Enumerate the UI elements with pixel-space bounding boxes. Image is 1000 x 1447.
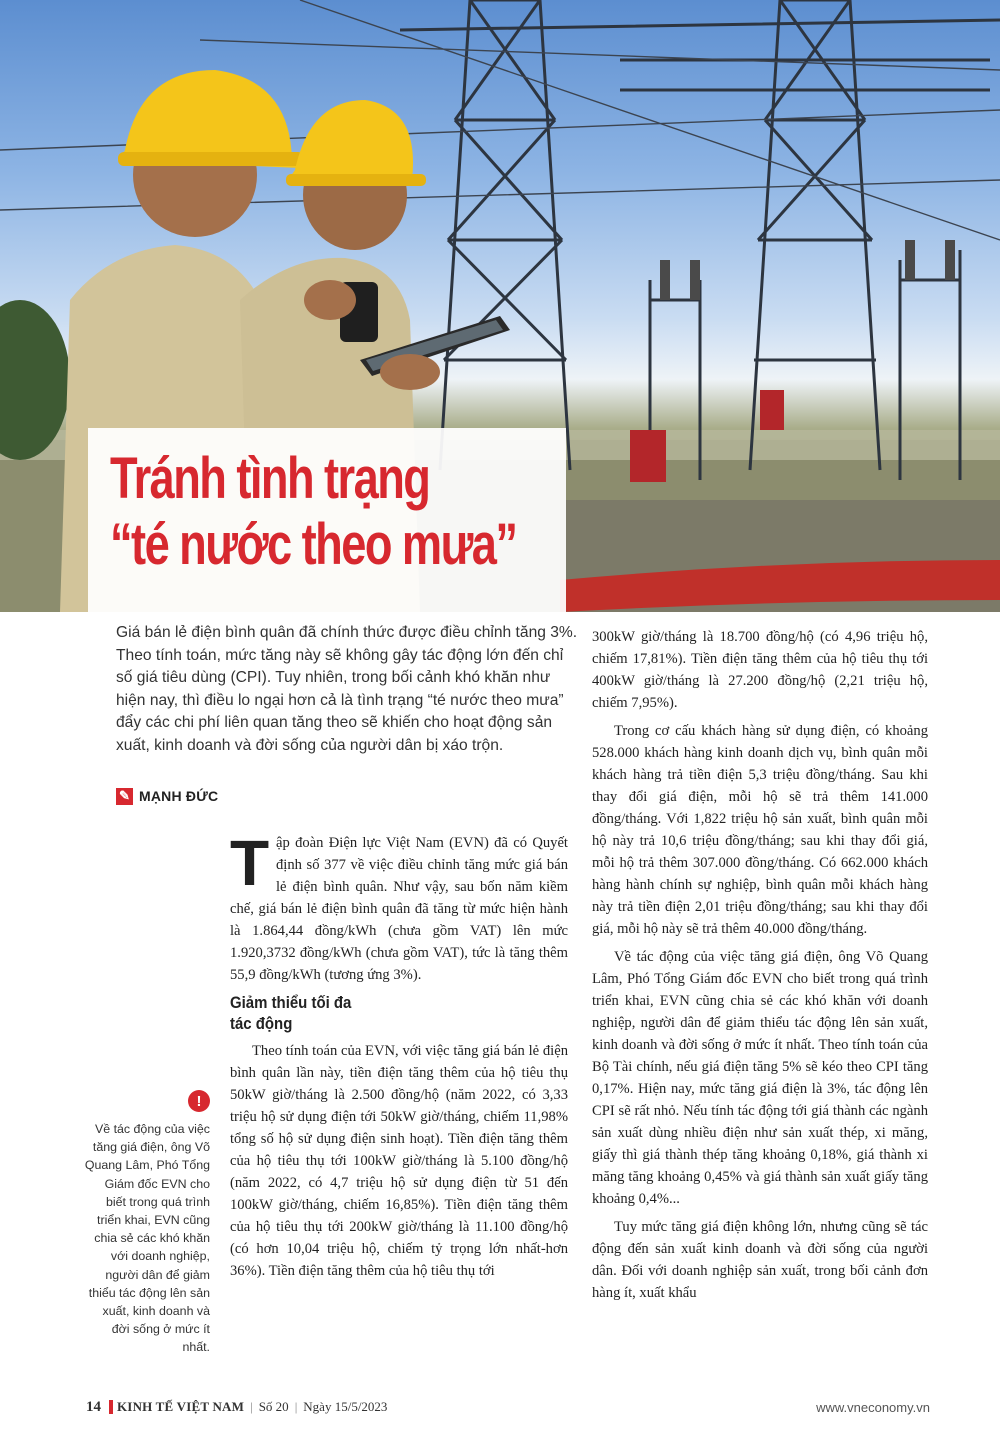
body-paragraph: Về tác động của việc tăng giá điện, ông Võ Quang Lâm, Phó Tổng Giám đốc EVN cho biết trong quá trình triển khai, EVN cũng chia sẻ các khó khăn với doanh nghiệp, người dân để giảm thiểu tác động lên sản xuất, kinh doanh và đời sống ở mức ít nhất. Theo tính toán của Bộ Tài chính, nếu giá điện tăng 5% sẽ kéo theo CPI tăng 0,17%. Hiện nay, mức tăng giá điện là 3%, tác động lên CPI sẽ rất nhỏ. Nếu tính tác động tới giá thành các ngành sản xuất dùng nhiều điện như sản xuất thép, xi măng, giấy thì giá thành thép tăng khoảng 0,18%, giá thành xi măng tăng khoảng 0,45% và giá thành sản xuất giấy tăng khoảng 0,4%...: [592, 949, 928, 1207]
body-paragraph: [230, 827, 568, 986]
body-paragraph: 300kW giờ/tháng là 18.700 đồng/hộ (có 4,96 triệu hộ, chiếm 17,81%). Tiền điện tăng thêm của hộ tiêu thụ tới 400kW giờ/tháng là 27.200 đồng/hộ (2,21 triệu hộ, chiếm 7,95%).: [592, 629, 928, 711]
page-footer: [86, 1396, 930, 1418]
issue-date: Ngày 15/5/2023: [303, 1399, 388, 1414]
magazine-name: KINH TẾ VIỆT NAM: [117, 1399, 245, 1414]
exclamation-icon: !: [188, 1090, 210, 1112]
sidebar-quote: Về tác động của việc tăng giá điện, ông Võ Quang Lâm, Phó Tổng Giám đốc EVN cho biết trong quá trình triển khai, EVN cũng chia sẻ các khó khăn với doanh nghiệp, người dân để giảm thiểu tác động lên sản xuất, kinh doanh và đời sống ở mức ít nhất.: [84, 1122, 210, 1355]
body-paragraph: Theo tính toán của EVN, với việc tăng giá bán lẻ điện bình quân lần này, tiền điện tăng thêm của hộ tiêu thụ 50kW giờ/tháng là 2.500 đồng/hộ (năm 2022, có 3,33 triệu hộ sử dụng điện tới 50kW giờ/tháng, chiếm 11,98% tổng số hộ sử dụng điện sinh hoạt). Tiền điện tăng thêm của hộ tiêu thụ tới 100kW giờ/tháng là 5.100 đồng/hộ (năm 2022, có 4,7 triệu hộ sử dụng điện từ 51 đến 100kW giờ/tháng, chiếm 16,85%). Tiền điện tăng thêm của hộ tiêu thụ tới 200kW giờ/tháng là 11.100 đồng/hộ (có hơn 10,04 triệu hộ, chiếm tỷ trọng lớn nhất-hơn 36%). Tiền điện tăng thêm của hộ tiêu thụ tới: [230, 1043, 568, 1279]
pen-icon: ✎: [116, 788, 133, 805]
author-name: MẠNH ĐỨC: [139, 788, 219, 804]
drop-cap: T: [230, 827, 270, 899]
body-column-right: [592, 626, 928, 1304]
subheading-line-1: Giảm thiểu tối đa: [230, 993, 352, 1012]
headline-line-1: Tránh tình trạng: [110, 446, 430, 511]
body-paragraph: Trong cơ cấu khách hàng sử dụng điện, có khoảng 528.000 khách hàng kinh doanh dịch vụ, bình quân mỗi khách hàng trả tiền điện 5,3 triệu đồng/tháng. Sau khi thay đổi giá điện, mỗi hộ sẽ trả thêm 141.000 đồng/tháng. Với 1,822 triệu hộ sản xuất, bình quân mỗi hộ này trả 10,6 triệu đồng/tháng; sau khi thay đổi giá, mỗi hộ trả thêm 307.000 đồng/tháng. Có 662.000 khách hàng hành chính sự nghiệp, bình quân mỗi khách hàng này trả tiền điện 2,01 triệu đồng/tháng; sau khi thay đổi giá, mỗi hộ này sẽ trả thêm 40.000 đồng/tháng.: [592, 723, 928, 937]
subheading: [230, 992, 527, 1034]
body-column-middle: [230, 827, 568, 1282]
headline-line-2: “té nước theo mưa”: [110, 512, 517, 577]
website-link[interactable]: www.vneconomy.vn: [816, 1399, 930, 1415]
subheading-line-2: tác động: [230, 1014, 293, 1033]
page-number: 14: [86, 1398, 101, 1415]
byline: [116, 786, 218, 806]
headline-box: [88, 428, 566, 612]
paragraph-text: ập đoàn Điện lực Việt Nam (EVN) đã có Quyết định số 377 về việc điều chỉnh tăng mức giá bán lẻ điện bình quân. Như vậy, sau bốn năm kiềm chế, giá bán lẻ điện bình quân đã tăng từ mức hiện hành là 1.864,44 đồng/kWh (chưa gồm VAT) lên mức 1.920,3732 đồng/kWh (chưa gồm VAT), tức là tăng thêm 55,9 đồng/kWh (tương ứng 3%).: [230, 835, 568, 983]
footer-red-bar: [109, 1400, 113, 1414]
footer-separator: |: [294, 1399, 298, 1414]
body-paragraph: Tuy mức tăng giá điện không lớn, nhưng cũng sẽ tác động đến sản xuất kinh doanh và đời sống của người dân. Đối với doanh nghiệp sản xuất, trong bối cảnh đơn hàng ít, xuất khẩu: [592, 1219, 928, 1301]
footer-separator: |: [250, 1399, 253, 1414]
issue-number: Số 20: [258, 1399, 289, 1414]
lead-paragraph: Giá bán lẻ điện bình quân đã chính thức được điều chỉnh tăng 3%. Theo tính toán, mức tăng này sẽ không gây tác động lớn đến chỉ số giá tiêu dùng (CPI). Tuy nhiên, trong bối cảnh khó khăn như hiện nay, thì điều lo ngại hơn cả là tình trạng “té nước theo mưa” đẩy các chi phí liên quan tăng theo sẽ khiến cho hoạt động sản xuất, kinh doanh và đời sống của người dân bị xáo trộn.: [116, 624, 578, 754]
hero-photo: [0, 0, 1000, 612]
